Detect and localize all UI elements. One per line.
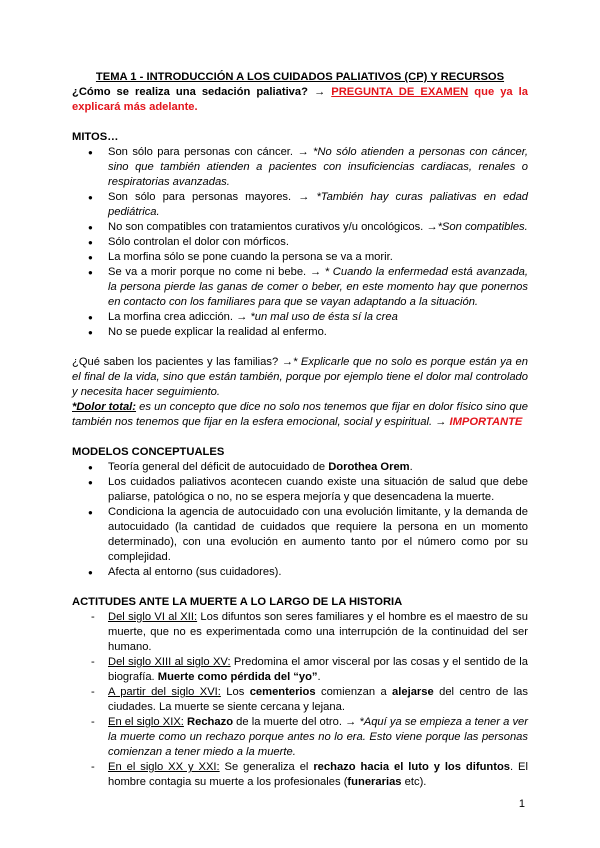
list-item: - A partir del siglo XVI: Los cementerios comienzan a alejarse del centro de las ciudades. La muerte se siente cercana y lejana. bbox=[72, 685, 528, 715]
modelos-list bbox=[72, 460, 528, 580]
actitudes-list bbox=[72, 610, 528, 790]
exam-question-highlight: PREGUNTA DE EXAMEN bbox=[331, 86, 469, 98]
list-item: ● Los cuidados paliativos acontecen cuando existe una situación de salud que debe paliarse, patológica o no, no se espera mejoría y que desencadena la muerte. bbox=[72, 475, 528, 505]
dolor-total-paragraph bbox=[72, 400, 528, 430]
mitos-list bbox=[72, 145, 528, 340]
importante-label: IMPORTANTE bbox=[449, 416, 523, 428]
list-item: ● No son compatibles con tratamientos curativos y/u oncológicos. →*Son compatibles. bbox=[72, 220, 528, 235]
list-item: ● Son sólo para personas mayores. → *También hay curas paliativas en edad pediátrica. bbox=[72, 190, 528, 220]
list-item: ● La morfina crea adicción. → *un mal uso de ésta sí la crea bbox=[72, 310, 528, 325]
document-body bbox=[72, 70, 528, 790]
exam-question bbox=[72, 85, 528, 115]
modelos-heading: MODELOS CONCEPTUALES bbox=[72, 446, 225, 458]
list-item: - En el siglo XX y XXI: Se generaliza el rechazo hacia el luto y los difuntos. El hombre contagia su muerte a los profesionales (funerarias etc). bbox=[72, 760, 528, 790]
list-item: ● Sólo controlan el dolor con mórficos. bbox=[72, 235, 528, 250]
list-item: ● Condiciona la agencia de autocuidado con una evolución limitante, y la demanda de autocuidado (la cantidad de cuidados que requiere la persona en un momento determinado), con una evolución en aumento tanto por el número como por su complejidad. bbox=[72, 505, 528, 565]
dolor-total-text: es un concepto que dice no solo nos tenemos que fijar en dolor físico sino que también nos tenemos que fijar en la esfera emocional, social y espiritual. → bbox=[72, 401, 528, 428]
list-item: ● Teoría general del déficit de autocuidado de Dorothea Orem. bbox=[72, 460, 528, 475]
list-item: - Del siglo VI al XII: Los difuntos son seres familiares y el hombre es el maestro de su muerte, que no es experimentada como una interrupción de la continuidad del ser humano. bbox=[72, 610, 528, 655]
familias-answer: * Explicarle que no solo es porque están ya en el final de la vida, sino que están también, porque por ejemplo tiene el dolor mal controlado y necesita hacer seguimiento. bbox=[72, 356, 528, 398]
list-item: ● Afecta al entorno (sus cuidadores). bbox=[72, 565, 528, 580]
actitudes-heading: ACTITUDES ANTE LA MUERTE A LO LARGO DE LA HISTORIA bbox=[72, 596, 403, 608]
exam-question-tail: que ya la explicará más adelante. bbox=[72, 86, 529, 113]
document-title: TEMA 1 - INTRODUCCIÓN A LOS CUIDADOS PALIATIVOS (CP) Y RECURSOS bbox=[95, 71, 505, 83]
list-item: ● La morfina sólo se pone cuando la persona se va a morir. bbox=[72, 250, 528, 265]
familias-paragraph bbox=[72, 355, 528, 400]
list-item: - En el siglo XIX: Rechazo de la muerte del otro. → *Aquí ya se empieza a tener a ver la muerte como un rechazo porque antes no lo era. Esto viene porque las personas comienzan a tener miedo a la muerte. bbox=[72, 715, 528, 760]
page-number: 1 bbox=[518, 798, 525, 810]
mitos-heading: MITOS… bbox=[72, 131, 119, 143]
exam-question-text: ¿Cómo se realiza una sedación paliativa? bbox=[72, 86, 308, 98]
familias-question: ¿Qué saben los pacientes y las familias? → bbox=[72, 356, 293, 368]
list-item: - Del siglo XIII al siglo XV: Predomina el amor visceral por las cosas y el sentido de la biografía. Muerte como pérdida del “yo”. bbox=[72, 655, 528, 685]
list-item: ● No se puede explicar la realidad al enfermo. bbox=[72, 325, 528, 340]
list-item: ● Se va a morir porque no come ni bebe. → * Cuando la enfermedad está avanzada, la persona pierde las ganas de comer o beber, en este momento hay que ponernos en contacto con los familiares para que se vayan adaptando a la situación. bbox=[72, 265, 528, 310]
exam-question-arrow: → bbox=[307, 86, 332, 98]
list-item: ● Son sólo para personas con cáncer. → *No sólo atienden a personas con cáncer, sino que también atienden a pacientes con insuficiencias cardiacas, renales o respiratorias avanzadas. bbox=[72, 145, 528, 190]
dolor-total-label: *Dolor total: bbox=[72, 401, 137, 413]
